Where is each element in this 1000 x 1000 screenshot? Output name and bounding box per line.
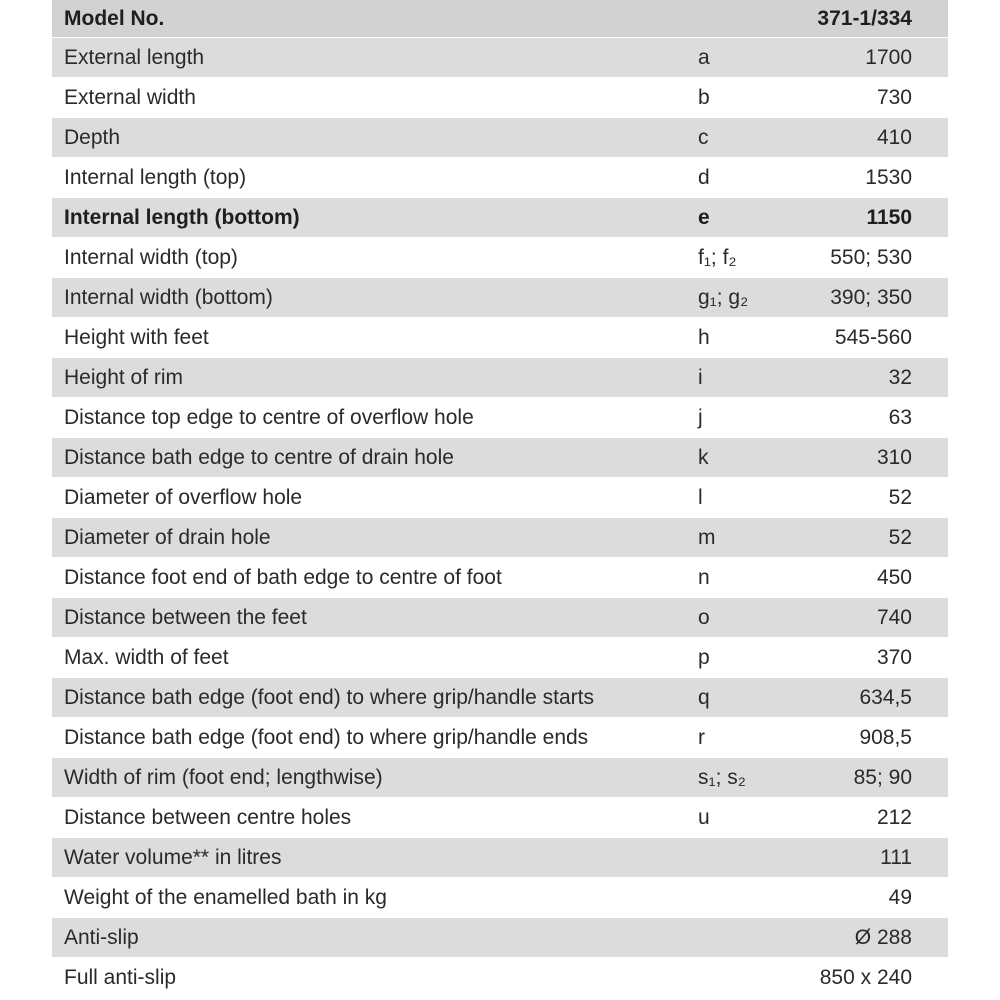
row-symbol: o <box>698 605 710 629</box>
table-row <box>52 438 948 478</box>
row-label: Diameter of overflow hole <box>64 485 303 509</box>
row-label: Distance bath edge (foot end) to where grip/handle starts <box>64 685 594 709</box>
row-label: Anti-slip <box>64 925 139 949</box>
row-value: 1530 <box>865 165 912 189</box>
row-label: Distance bath edge (foot end) to where grip/handle ends <box>64 725 589 749</box>
row-label: Height with feet <box>64 325 209 349</box>
row-value: 634,5 <box>859 685 912 709</box>
row-value: 545-560 <box>834 325 912 349</box>
row-label: External width <box>64 85 196 109</box>
row-symbol: q <box>698 685 710 709</box>
row-label: Distance foot end of bath edge to centre of foot <box>64 565 502 589</box>
row-value: 111 <box>880 845 912 869</box>
row-label: Distance between centre holes <box>64 805 352 829</box>
row-label: Distance between the feet <box>64 605 307 629</box>
model-number: 371-1/334 <box>817 6 912 30</box>
row-symbol: u <box>698 805 710 829</box>
row-label: Height of rim <box>64 365 184 389</box>
table-row <box>52 678 948 718</box>
row-value: 1700 <box>865 45 912 69</box>
row-symbol: j <box>698 405 703 429</box>
row-value: 370 <box>876 645 912 669</box>
table-header-row <box>52 0 948 38</box>
row-symbol: l <box>698 485 703 509</box>
table-row <box>52 198 948 238</box>
row-symbol: k <box>698 445 709 469</box>
row-label: Depth <box>64 125 121 149</box>
row-value: 730 <box>876 85 912 109</box>
table-row <box>52 558 948 598</box>
row-symbol: c <box>698 125 709 149</box>
table-row <box>52 958 948 999</box>
row-value: 390; 350 <box>830 285 912 309</box>
row-symbol: h <box>698 325 710 349</box>
row-value: 63 <box>888 405 912 429</box>
table-row <box>52 838 948 878</box>
row-label: Distance top edge to centre of overflow hole <box>64 405 474 429</box>
table-row <box>52 718 948 758</box>
row-symbol: m <box>698 525 716 549</box>
table-row <box>52 598 948 638</box>
row-label: Internal width (top) <box>64 245 238 269</box>
row-value: 212 <box>876 805 912 829</box>
row-symbol: b <box>698 85 710 109</box>
row-value: 49 <box>888 885 912 909</box>
row-label: Max. width of feet <box>64 645 229 669</box>
row-label: Weight of the enamelled bath in kg <box>64 885 387 909</box>
row-label: Internal width (bottom) <box>64 285 273 309</box>
row-value: 450 <box>876 565 912 589</box>
row-label: Diameter of drain hole <box>64 525 271 549</box>
table-row <box>52 118 948 158</box>
table-row <box>52 638 948 678</box>
spec-table <box>52 0 948 999</box>
row-label: Water volume** in litres <box>64 845 282 869</box>
table-row <box>52 398 948 438</box>
row-value: 410 <box>876 125 912 149</box>
table-row <box>52 318 948 358</box>
row-value: 740 <box>876 605 912 629</box>
table-row <box>52 278 948 318</box>
table-row <box>52 158 948 198</box>
row-symbol: d <box>698 165 710 189</box>
row-symbol: f₁; f₂ <box>698 245 737 269</box>
table-row <box>52 878 948 918</box>
row-value: 908,5 <box>859 725 912 749</box>
row-symbol: i <box>698 365 703 389</box>
row-label: Width of rim (foot end; lengthwise) <box>64 765 383 789</box>
model-label: Model No. <box>64 6 165 30</box>
row-value: 52 <box>888 525 912 549</box>
row-label: External length <box>64 45 205 69</box>
row-label: Full anti-slip <box>64 966 177 989</box>
row-symbol: r <box>698 725 705 749</box>
row-value: 550; 530 <box>830 245 912 269</box>
row-symbol: e <box>698 205 710 229</box>
table-row <box>52 918 948 958</box>
row-value: 1150 <box>866 205 912 229</box>
row-value: 85; 90 <box>853 765 912 789</box>
table-row <box>52 518 948 558</box>
table-row <box>52 358 948 398</box>
table-row <box>52 798 948 838</box>
table-row <box>52 758 948 798</box>
row-value: 310 <box>876 445 912 469</box>
row-symbol: s₁; s₂ <box>698 765 746 789</box>
row-label: Internal length (bottom) <box>64 205 300 229</box>
row-label: Internal length (top) <box>64 165 247 189</box>
table-row <box>52 38 948 78</box>
table-row <box>52 238 948 278</box>
table-row <box>52 78 948 118</box>
table-row <box>52 478 948 518</box>
row-symbol: g₁; g₂ <box>698 285 749 309</box>
row-value: Ø 288 <box>854 925 912 949</box>
table-body <box>52 38 948 999</box>
row-value: 52 <box>888 485 912 509</box>
row-symbol: a <box>698 45 710 69</box>
row-value: 32 <box>888 365 912 389</box>
row-value: 850 x 240 <box>819 966 912 989</box>
row-symbol: n <box>698 565 710 589</box>
row-symbol: p <box>698 645 710 669</box>
row-label: Distance bath edge to centre of drain hole <box>64 445 454 469</box>
